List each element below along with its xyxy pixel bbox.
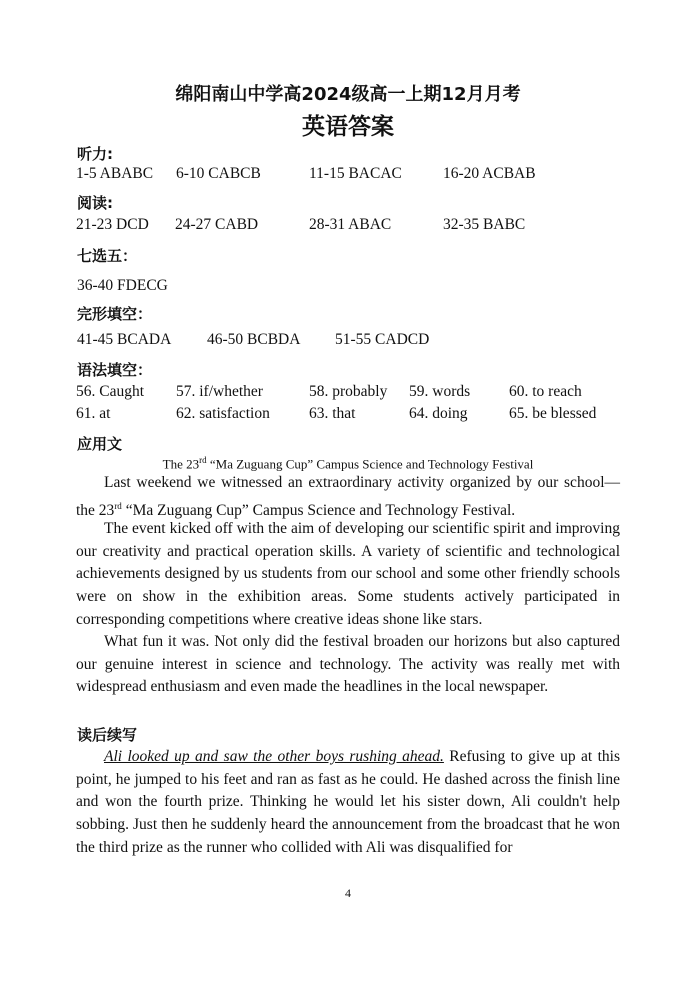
- answer-group: 51-55 CADCD: [335, 331, 430, 348]
- answer-group: 32-35 BABC: [443, 216, 526, 233]
- answer-item: 63. that: [309, 405, 356, 422]
- answer-item: 57. if/whether: [176, 383, 263, 400]
- answer-group: 6-10 CABCB: [176, 165, 261, 182]
- answer-group: 36-40 FDECG: [77, 277, 168, 294]
- continuation-body: Refusing to give up at this point, he jumped to his feet and ran as fast as he could. He dashed across the finish line and won the fourth prize. Thinking he would let his sister down, Ali couldn't help sobbing. Just then he suddenly heard the announcement from the broadcast that he won the third prize as the runner who collided with Ali was disqualified for: [76, 748, 620, 856]
- essay-title-prefix: The 23: [162, 456, 200, 472]
- essay-paragraph-3: What fun it was. Not only did the festival broaden our horizons but also captured our genuine interest in science and technology. The activity was really met with widespread enthusiasm and even made the headlines in the local newspaper.: [76, 633, 620, 696]
- page-number: 4: [345, 886, 351, 900]
- cloze-heading: 完形填空：: [77, 305, 153, 323]
- exam-title: 绵阳南山中学高2024级高一上期12月月考: [175, 84, 521, 105]
- essay-title: [0, 455, 696, 472]
- continuation-lead-sentence: Ali looked up and saw the other boys rushing ahead.: [104, 748, 444, 765]
- answer-item: 61. at: [76, 405, 111, 422]
- essay-title-suffix: “Ma Zuguang Cup” Campus Science and Technology Festival: [206, 456, 534, 472]
- answer-group: 24-27 CABD: [175, 216, 259, 233]
- answer-item: 65. be blessed: [509, 405, 597, 422]
- answer-item: 58. probably: [309, 383, 388, 400]
- answer-group: 11-15 BACAC: [309, 165, 402, 182]
- essay-p1-text: Last weekend we witnessed an extraordinary activity organized by our school—the 23: [76, 474, 620, 519]
- answer-group: 46-50 BCBDA: [207, 331, 301, 348]
- essay-title-sup: rd: [199, 455, 207, 465]
- essay-p1-text-end: “Ma Zuguang Cup” Campus Science and Technology Festival.: [121, 501, 516, 519]
- answer-group: 1-5 ABABC: [76, 165, 154, 182]
- essay-p1-sup: rd: [114, 500, 122, 511]
- grammar-heading: 语法填空：: [77, 361, 153, 379]
- essay-paragraph-1: [76, 472, 620, 523]
- seven-five-heading: 七选五：: [77, 247, 138, 265]
- answer-item: 56. Caught: [76, 383, 145, 400]
- application-heading: 应用文: [77, 435, 123, 453]
- answer-item: 59. words: [409, 383, 471, 400]
- answer-group: 16-20 ACBAB: [443, 165, 536, 182]
- answer-group: 21-23 DCD: [76, 216, 149, 233]
- answer-item: 64. doing: [409, 405, 468, 422]
- continuation-heading: 读后续写: [77, 726, 138, 744]
- answer-group: 28-31 ABAC: [309, 216, 392, 233]
- essay-paragraph-2: The event kicked off with the aim of developing our scientific spirit and improving our creativity and practical operation skills. A variety of scientific and technological achievements designed by us students from our school and some other friendly schools were on show in the exhibition areas. Some students actively participated in corresponding competitions where creative ideas shone like stars.: [76, 520, 620, 628]
- reading-heading: 阅读:: [77, 194, 113, 212]
- answer-item: 60. to reach: [509, 383, 582, 400]
- listening-heading: 听力:: [77, 145, 113, 163]
- continuation-paragraph: [76, 746, 620, 860]
- answer-item: 62. satisfaction: [176, 405, 270, 422]
- answer-group: 41-45 BCADA: [77, 331, 172, 348]
- answer-title: 英语答案: [302, 114, 394, 140]
